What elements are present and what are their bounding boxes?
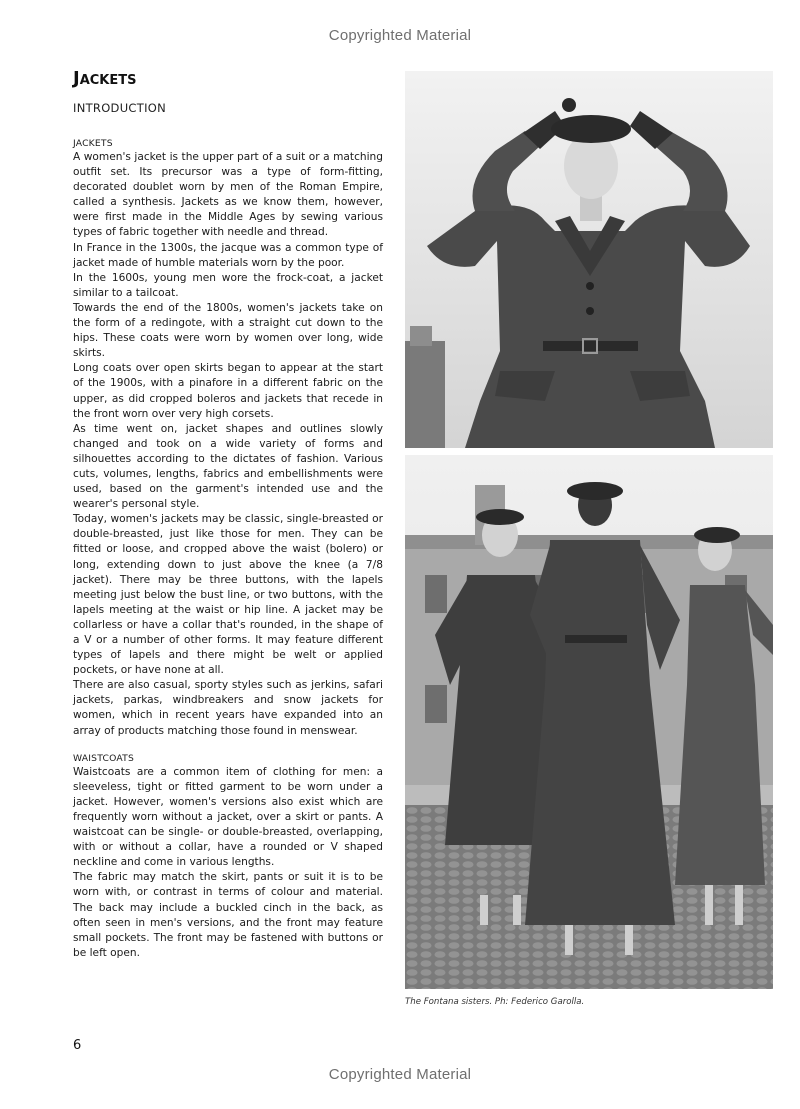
jackets-paragraph: As time went on, jacket shapes and outlines slowly changed and took on a wide variety of forms and silhouettes according to the dictates of fashion. Various cuts, volumes, lengths, fabrics and embellishments were used, based on the garment's intended use and the wearer's personal style. bbox=[73, 422, 383, 511]
section-heading-waistcoats: WAISTCOATS bbox=[73, 752, 134, 764]
body-text-column bbox=[73, 137, 383, 961]
jackets-paragraph: Long coats over open skirts began to appear at the start of the 1900s, with a pinafore in a different fabric on the upper, as did cropped boleros and jackets that recede in the front worn over very high corsets. bbox=[73, 362, 383, 420]
jackets-paragraph: In France in the 1300s, the jacque was a common type of jacket made of humble materials worn by the poor. bbox=[73, 241, 383, 269]
jackets-paragraph: There are also casual, sporty styles such as jerkins, safari jackets, parkas, windbreakers and snow jackets for women, which in recent years have expanded into an array of products matching those found in menswear. bbox=[73, 679, 383, 737]
copyright-watermark-bottom: Copyrighted Material bbox=[328, 1066, 472, 1083]
jackets-paragraph: Today, women's jackets may be classic, single-breasted or double-breasted, just like those for men. They can be fitted or loose, and cropped above the waist (bolero) or long, extending down to just above the knee (a 7/8 jacket). There may be three buttons, with the lapels meeting just below the bust line, or two buttons, with the lapels meeting at the waist or hip line. A jacket may be collarless or have a collar that's rounded, in the shape of a V or a number of other forms. It may feature different types of lapels and there might be welt or applied pockets, or have none at all. bbox=[73, 513, 383, 677]
chapter-subtitle: INTRODUCTION bbox=[73, 101, 167, 115]
section-heading-jackets: JACKETS bbox=[73, 138, 113, 149]
waistcoats-paragraph: The fabric may match the skirt, pants or suit it is to be worn with, or contrast in terms of colour and material. The back may include a buckled cinch in the back, as often seen in men's versions, and the front may feature small pockets. The front may be fastened with buttons or be left open. bbox=[73, 871, 383, 959]
jackets-paragraph: In the 1600s, young men wore the frock-coat, a jacket similar to a tailcoat. bbox=[73, 271, 383, 299]
photo-caption: The Fontana sisters. Ph: Federico Garolla. bbox=[405, 997, 585, 1007]
jackets-paragraph: Towards the end of the 1800s, women's jackets take on the form of a redingote, with a straight cut down to the hips. These coats were worn by women over long, wide skirts. bbox=[73, 301, 383, 360]
chapter-title: Jackets bbox=[73, 68, 137, 89]
jackets-paragraph: A women's jacket is the upper part of a suit or a matching outfit set. Its precursor was a type of form-fitting, decorated doublet worn by men of the Roman Empire, called a synthesis. Jackets as we know them, however, were first made in the Middle Ages by sewing various types of fabric together with needle and thread. bbox=[73, 151, 383, 239]
photo-jacket-portrait bbox=[405, 71, 773, 448]
photo-fontana-sisters bbox=[405, 455, 773, 989]
waistcoats-paragraph: Waistcoats are a common item of clothing for men: a sleeveless, tight or fitted garment to be worn under a jacket. However, women's versions also exist which are frequently worn without a jacket, over a skirt or pants. A waistcoat can be single- or double-breasted, overlapping, with or without a collar, have a rounded or V shaped neckline and come in various lengths. bbox=[73, 765, 383, 869]
page-number: 6 bbox=[73, 1038, 82, 1053]
copyright-watermark-top: Copyrighted Material bbox=[328, 27, 472, 44]
